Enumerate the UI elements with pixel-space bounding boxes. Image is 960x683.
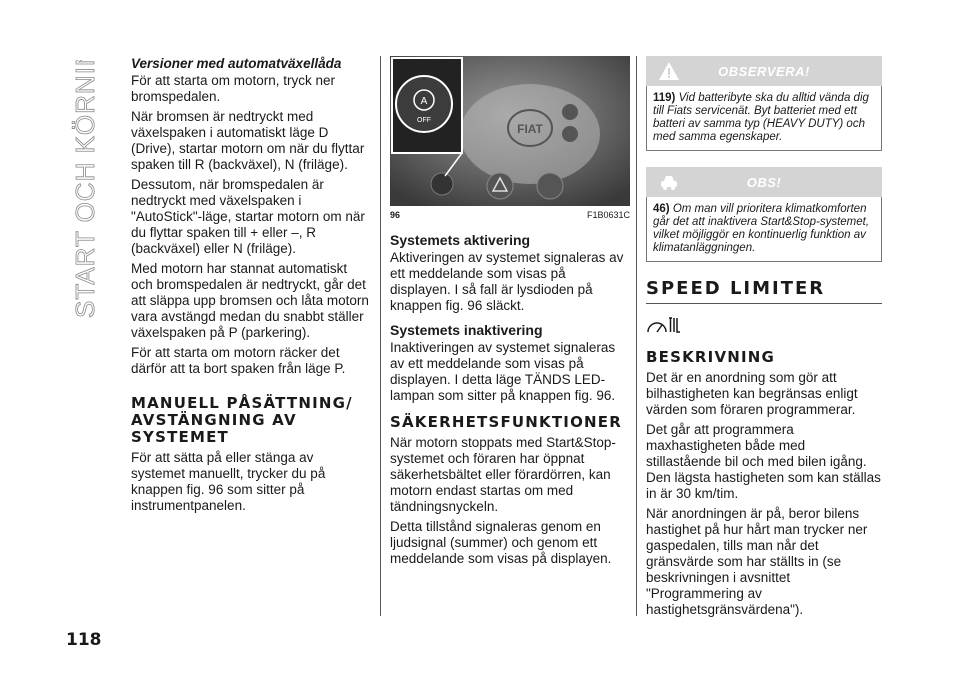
paragraph: Inaktiveringen av systemet signaleras av ett meddelande som visas på displayen. I detta läge TÄNDS LED-lampan som sitter på knappen fig. 96.	[390, 340, 616, 403]
figure-caption	[390, 210, 630, 220]
beskrivning-heading: BESKRIVNING	[646, 348, 776, 366]
off-button-label: OFF	[417, 117, 431, 124]
note-number: 46)	[653, 203, 670, 215]
activation-heading: Systemets aktivering	[390, 232, 531, 248]
note-number: 119)	[653, 92, 676, 104]
obs-title: OBS!	[746, 174, 782, 190]
paragraph: Detta tillstånd signaleras genom en ljudsignal (summer) och genom ett meddelande som visas på displayen.	[390, 519, 612, 566]
chapter-side-title	[64, 60, 104, 320]
figure-number: 96	[390, 210, 401, 220]
chapter-side-title-text: START OCH KÖRNING	[70, 60, 100, 318]
paragraph: För att sätta på eller stänga av systemet manuellt, trycker du på knappen fig. 96 som sitter på instrumentpanelen.	[131, 450, 326, 513]
observera-title: OBSERVERA!	[718, 63, 810, 79]
page-number: 118	[66, 630, 102, 650]
column-right	[646, 56, 882, 622]
column-middle	[390, 56, 630, 571]
paragraph: Det går att programmera maxhastigheten både med stillastående bil och med bilen igång. Den lägsta hastigheten som kan ställas in är 30 km/tim.	[646, 422, 881, 501]
paragraph: För att starta om motorn räcker det därför att ta bort spaken från läge P.	[131, 345, 346, 376]
figure-code: F1B0631C	[586, 210, 630, 220]
paragraph: När motorn stoppats med Start&Stop-systemet och föraren har öppnat säkerhetsbältet eller förardörren, kan motorn endast startas om med tändningsnyckeln.	[390, 435, 616, 514]
svg-text:A: A	[420, 96, 428, 107]
column-divider	[380, 56, 381, 616]
column-divider	[636, 56, 637, 616]
paragraph: För att starta om motorn, tryck ner bromspedalen.	[131, 73, 336, 104]
column-left	[131, 56, 371, 518]
paragraph: Dessutom, när bromspedalen är nedtryckt med växelspaken i "AutoStick"-läge, startar motorn om när du flyttar spaken till + eller –, R (backväxel) eller N (friläge).	[131, 177, 365, 256]
deactivation-heading: Systemets inaktivering	[390, 322, 543, 338]
paragraph: Aktiveringen av systemet signaleras av ett meddelande som visas på displayen. I så fall är lysdioden på knappen fig. 96 släckt.	[390, 250, 624, 313]
svg-text:FIAT: FIAT	[517, 122, 543, 136]
paragraph: Med motorn har stannat automatiskt och bromspedalen är nedtryckt, går det att släppa upp bromsen och låta motorn vara avstängd medan du snabbt ställer växelspaken på P (parkering).	[131, 261, 369, 340]
paragraph: När bromsen är nedtryckt med växelspaken i automatiskt läge D (Drive), startar motorn om när du flyttar spaken till R (backväxel), N (friläge).	[131, 109, 365, 172]
car-service-icon	[658, 171, 680, 193]
speed-limiter-heading: SPEED LIMITER	[646, 278, 882, 304]
dashboard-figure	[390, 56, 630, 206]
paragraph: När anordningen är på, beror bilens hastighet på hur hårt man trycker ner gaspedalen, tills man når det gränsvärde som har ställts in (se beskrivningen i avsnittet "Programmering av hastighetsgränsvärdena").	[646, 506, 868, 617]
obs-box-body	[646, 197, 882, 262]
paragraph: Det är en anordning som gör att bilhastigheten kan begränsas enligt värden som föraren programmerar.	[646, 370, 858, 417]
speed-limiter-icon	[646, 314, 682, 336]
warning-icon	[658, 60, 680, 82]
section-subheading: Versioner med automatväxellåda	[131, 56, 342, 71]
note-text: Om man vill prioritera klimatkomforten går det att inaktivera Start&Stop-systemet, vilket möjliggör en kontinuerlig funktion av klimatanläggningen.	[653, 203, 870, 254]
note-text: Vid batteribyte ska du alltid vända dig till Fiats servicenät. Byt batteriet med ett batteri av samma typ (HEAVY DUTY) och med samma egenskaper.	[653, 92, 869, 143]
section-heading: MANUELL PÅSÄTTNING/ AVSTÄNGNING AV SYSTEMET	[131, 394, 353, 446]
obs-box-header	[646, 167, 882, 197]
observera-box-body	[646, 86, 882, 151]
observera-box-header	[646, 56, 882, 86]
safety-heading: SÄKERHETSFUNKTIONER	[390, 413, 622, 431]
